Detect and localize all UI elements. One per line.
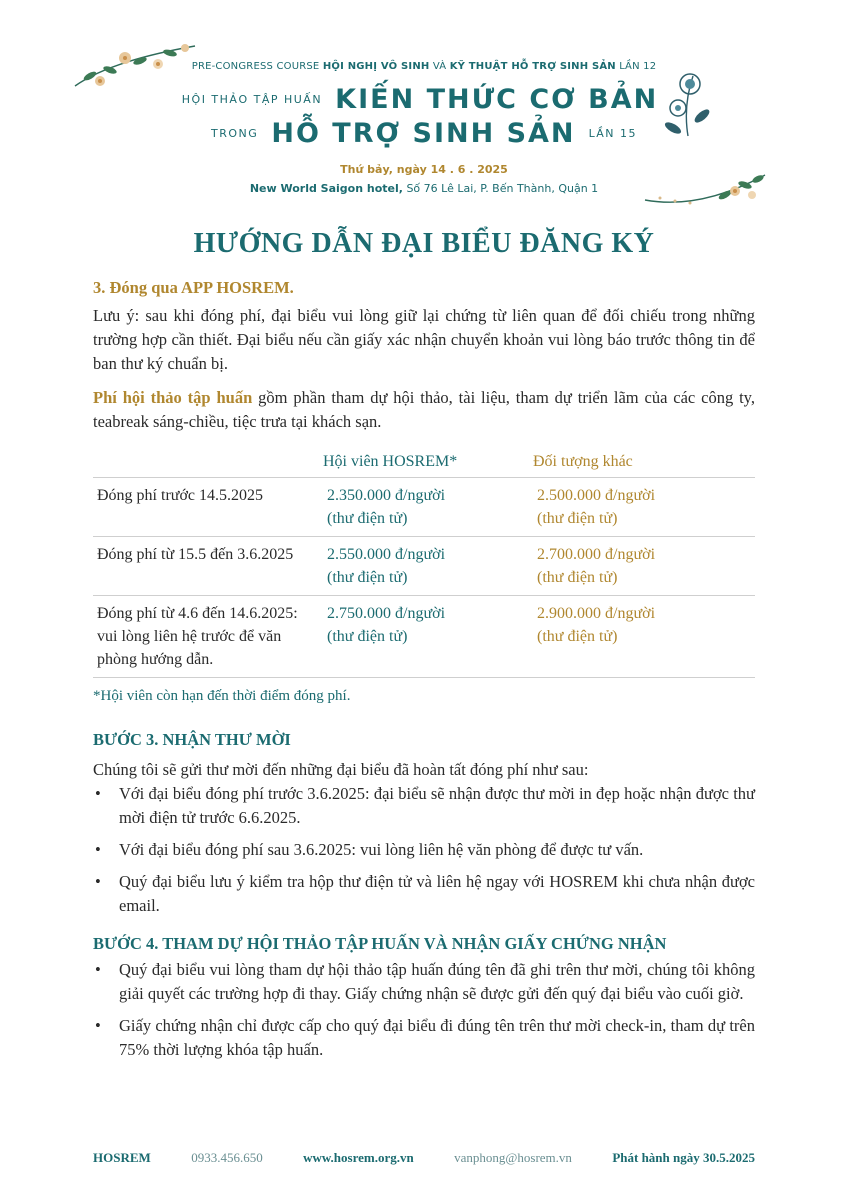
congress-connector: VÀ	[432, 61, 447, 72]
member-fee	[323, 596, 533, 678]
course-title-row-2	[0, 118, 848, 149]
list-item	[93, 782, 755, 830]
list-item-text: Quý đại biểu vui lòng tham dự hội thảo tập huấn đúng tên đã ghi trên thư mời, chúng tôi không giải quyết các trường hợp đi thay. Giấy chứng nhận sẽ được gửi đến quý đại biểu vào cuối giờ.	[119, 960, 755, 1003]
venue-address: Số 76 Lê Lai, P. Bến Thành, Quận 1	[402, 182, 599, 195]
list-item	[93, 958, 755, 1006]
course-edition: LẦN 15	[588, 127, 638, 140]
congress-edition: LẦN 12	[619, 61, 657, 72]
course-connector: TRONG	[210, 127, 259, 140]
table-row	[93, 596, 755, 678]
other-fee-amount: 2.900.000 đ/người	[537, 605, 656, 622]
course-title-line-2: HỖ TRỢ SINH SẢN	[271, 118, 576, 149]
list-item-text: Với đại biểu đóng phí sau 3.6.2025: vui lòng liên hệ văn phòng để được tư vấn.	[119, 840, 644, 859]
page-title: HƯỚNG DẪN ĐẠI BIỂU ĐĂNG KÝ	[193, 228, 655, 259]
bullet: •	[95, 840, 101, 859]
fee-period: Đóng phí từ 4.6 đến 14.6.2025: vui lòng liên hệ trước để văn phòng hướng dẫn.	[93, 596, 323, 678]
step-4-list	[93, 958, 755, 1062]
bullet: •	[95, 784, 101, 803]
fee-label: Phí hội thảo tập huấn	[93, 388, 253, 407]
member-fee-note: (thư điện tử)	[327, 510, 408, 527]
payment-note: Lưu ý: sau khi đóng phí, đại biểu vui lòng giữ lại chứng từ liên quan để đối chiếu trong những trường hợp cần thiết. Đại biểu nếu cần giấy xác nhận chuyển khoản vui lòng báo trước thông tin để ban thư ký chuẩn bị.	[93, 306, 755, 373]
congress-prefix: PRE-CONGRESS COURSE	[191, 61, 320, 72]
other-fee-amount: 2.700.000 đ/người	[537, 546, 656, 563]
list-item-text: Giấy chứng nhận chỉ được cấp cho quý đại biểu đi đúng tên trên thư mời check-in, tham dự trên 75% thời lượng khóa tập huấn.	[119, 1016, 755, 1059]
bullet: •	[95, 960, 101, 979]
other-fee-amount: 2.500.000 đ/người	[537, 487, 656, 504]
header-other: Đối tượng khác	[533, 446, 755, 478]
list-item	[93, 838, 755, 862]
bullet: •	[95, 872, 101, 891]
member-fee-amount: 2.350.000 đ/người	[327, 487, 446, 504]
venue-name: New World Saigon hotel,	[249, 182, 403, 195]
member-fee	[323, 478, 533, 537]
other-fee	[533, 478, 755, 537]
list-item-text: Quý đại biểu lưu ý kiểm tra hộp thư điện tử và liên hệ ngay với HOSREM khi chưa nhận được email.	[119, 872, 755, 915]
footer-website[interactable]: www.hosrem.org.vn	[303, 1150, 414, 1165]
other-fee-note: (thư điện tử)	[537, 569, 618, 586]
step-3-intro: Chúng tôi sẽ gửi thư mời đến những đại biểu đã hoàn tất đóng phí như sau:	[93, 760, 589, 779]
list-item-text: Với đại biểu đóng phí trước 3.6.2025: đại biểu sẽ nhận được thư mời in đẹp hoặc nhận được thư mời điện tử trước 6.6.2025.	[119, 784, 755, 827]
other-fee-note: (thư điện tử)	[537, 628, 618, 645]
other-fee	[533, 596, 755, 678]
section-3-heading: 3. Đóng qua APP HOSREM.	[93, 278, 294, 297]
member-footnote: *Hội viên còn hạn đến thời điểm đóng phí.	[93, 688, 351, 704]
fee-detail: gồm phần tham dự hội thảo, tài liệu, tham dự triển lãm của các công ty, teabreak sáng-chiều, tiệc trưa tại khách sạn.	[93, 388, 755, 431]
other-fee-note: (thư điện tử)	[537, 510, 618, 527]
member-fee-amount: 2.750.000 đ/người	[327, 605, 446, 622]
step-3-list	[93, 782, 755, 918]
other-fee	[533, 537, 755, 596]
fee-table-header	[93, 446, 755, 478]
course-title-row-1	[0, 84, 848, 115]
header-member: Hội viên HOSREM*	[323, 446, 533, 478]
course-title-line-1: KIẾN THỨC CƠ BẢN	[335, 84, 659, 115]
header-period	[93, 446, 323, 478]
step-4-heading: BƯỚC 4. THAM DỰ HỘI THẢO TẬP HUẤN VÀ NHẬN GIẤY CHỨNG NHẬN	[93, 934, 667, 953]
member-fee	[323, 537, 533, 596]
fee-description	[93, 386, 755, 434]
table-row	[93, 478, 755, 537]
footer-email[interactable]: vanphong@hosrem.vn	[454, 1150, 572, 1165]
list-item	[93, 1014, 755, 1062]
table-row	[93, 537, 755, 596]
main-content	[93, 276, 755, 1062]
footer-phone: 0933.456.650	[191, 1150, 263, 1165]
bullet: •	[95, 1016, 101, 1035]
fee-table	[93, 446, 755, 678]
footer	[93, 1150, 755, 1166]
congress-name-1: HỘI NGHỊ VÔ SINH	[322, 61, 430, 72]
fee-period: Đóng phí trước 14.5.2025	[93, 478, 323, 537]
member-fee-amount: 2.550.000 đ/người	[327, 546, 446, 563]
course-label: HỘI THẢO TẬP HUẤN	[181, 93, 323, 106]
member-fee-note: (thư điện tử)	[327, 628, 408, 645]
footer-issued-date: Phát hành ngày 30.5.2025	[612, 1150, 755, 1165]
event-venue	[0, 182, 848, 195]
member-fee-note: (thư điện tử)	[327, 569, 408, 586]
list-item	[93, 870, 755, 918]
event-date: Thứ bảy, ngày 14 . 6 . 2025	[340, 163, 508, 176]
congress-line	[0, 61, 848, 72]
footer-org: HOSREM	[93, 1150, 151, 1165]
step-3-heading: BƯỚC 3. NHẬN THƯ MỜI	[93, 730, 291, 749]
congress-name-2: KỸ THUẬT HỖ TRỢ SINH SẢN	[449, 61, 616, 72]
fee-period: Đóng phí từ 15.5 đến 3.6.2025	[93, 537, 323, 596]
